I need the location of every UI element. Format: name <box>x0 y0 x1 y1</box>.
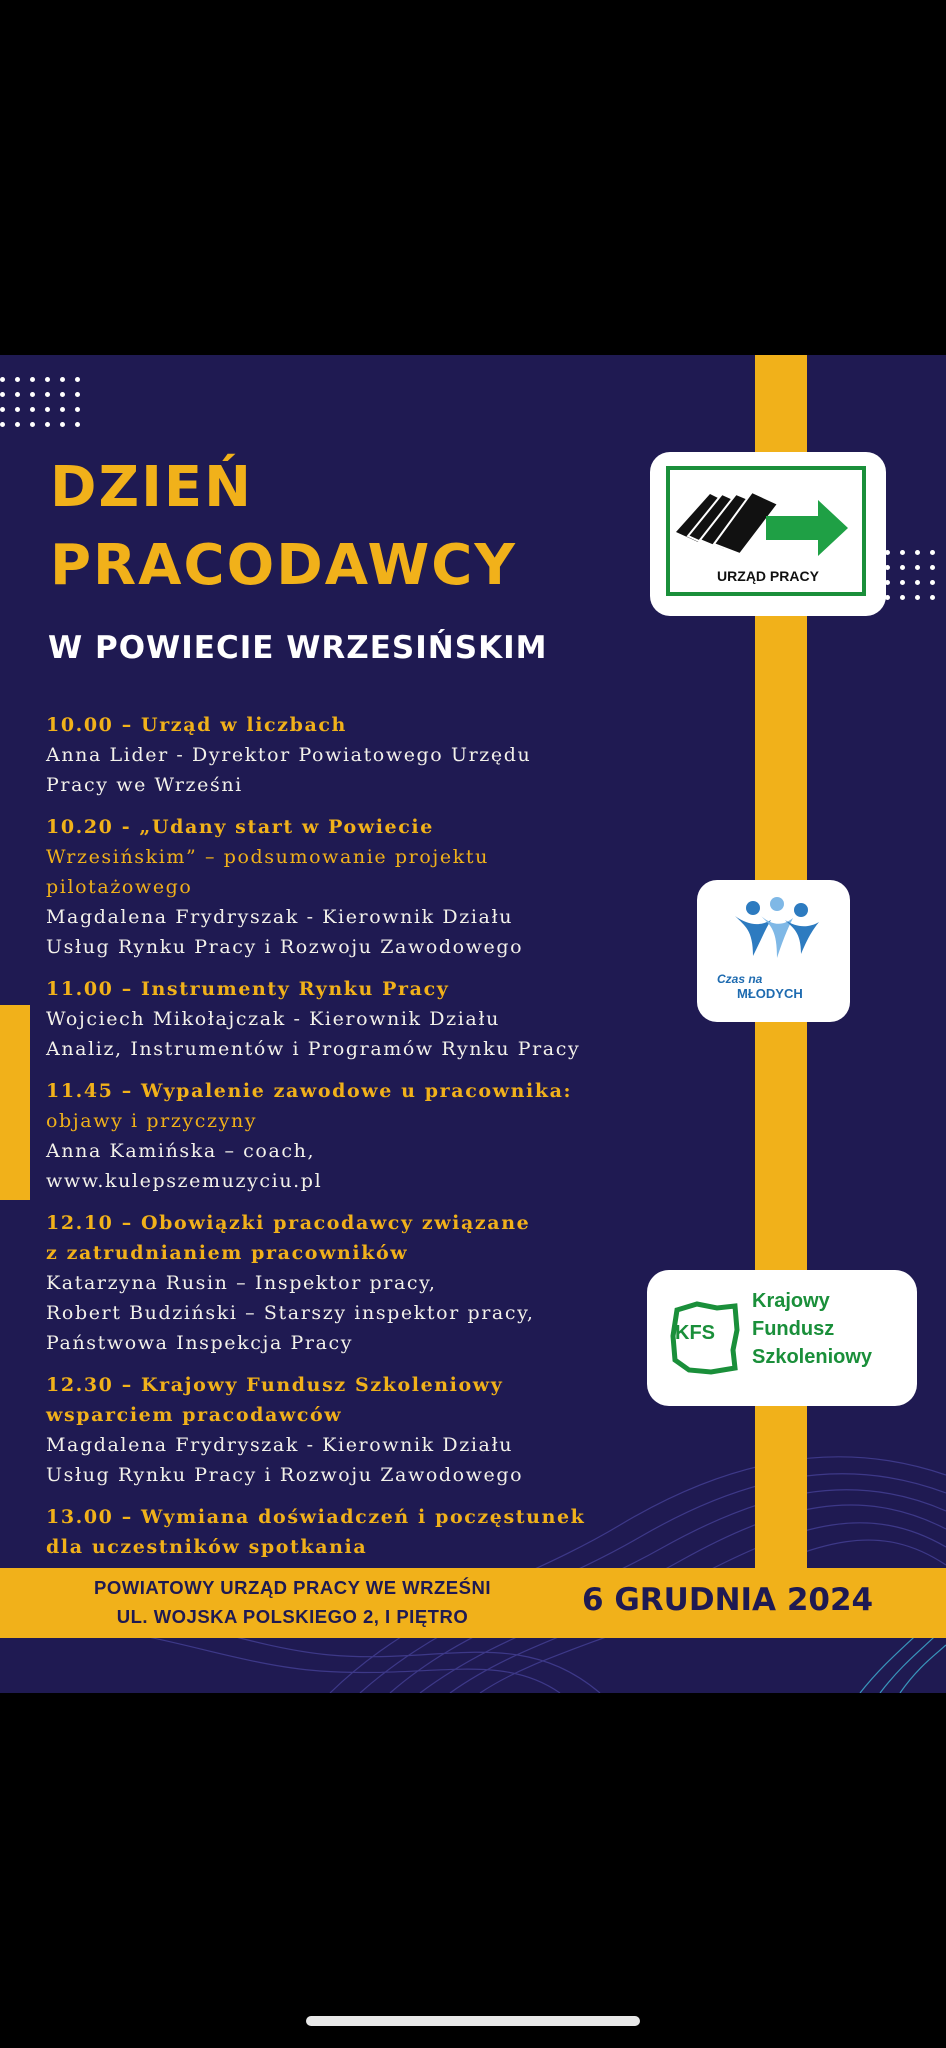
people-figures-icon <box>731 896 821 968</box>
agenda-item-line: Anna Lider - Dyrektor Powiatowego Urzędu <box>46 744 532 766</box>
agenda-item-line: Pracy we Wrześni <box>46 774 243 796</box>
kfs-name-line-2: Fundusz <box>752 1318 835 1340</box>
agenda-item-heading: 10.20 - „Udany start w Powiecie <box>46 816 434 838</box>
title-line-1: DZIEŃ <box>50 455 254 520</box>
kfs-logo <box>647 1270 917 1406</box>
urzad-pracy-icon <box>670 470 870 570</box>
agenda-item-line: Magdalena Frydryszak - Kierownik Działu <box>46 906 514 928</box>
agenda-item <box>46 812 766 962</box>
czas-na-mlodych-logo <box>697 880 850 1022</box>
agenda-list <box>46 710 766 1574</box>
agenda-item-line: wsparciem pracodawców <box>46 1404 343 1426</box>
title-line-2: PRACODAWCY <box>50 533 517 598</box>
agenda-item-line: Wrzesińskim” – podsumowanie projektu <box>46 846 489 868</box>
agenda-item-line: objawy i przyczyny <box>46 1110 258 1132</box>
agenda-item-line: Katarzyna Rusin – Inspektor pracy, <box>46 1272 437 1294</box>
address-line-1: POWIATOWY URZĄD PRACY WE WRZEŚNI <box>94 1577 491 1598</box>
home-indicator[interactable] <box>306 2016 640 2026</box>
agenda-item-heading: 11.00 – Instrumenty Rynku Pracy <box>46 978 450 1000</box>
agenda-item-line: Magdalena Frydryszak - Kierownik Działu <box>46 1434 514 1456</box>
agenda-item-heading: 11.45 – Wypalenie zawodowe u pracownika: <box>46 1080 573 1102</box>
event-poster <box>0 355 946 1693</box>
agenda-item-line: Wojciech Mikołajczak - Kierownik Działu <box>46 1008 500 1030</box>
czas-na-text: Czas na <box>717 972 763 986</box>
dot-grid-decoration <box>0 377 100 447</box>
dot-grid-decoration <box>885 550 946 610</box>
subtitle: W POWIECIE WRZESIŃSKIM <box>48 630 548 666</box>
agenda-item-heading: 12.30 – Krajowy Fundusz Szkoleniowy <box>46 1374 504 1396</box>
agenda-item-line: Analiz, Instrumentów i Programów Rynku Pracy <box>46 1038 581 1060</box>
agenda-item-heading: 10.00 – Urząd w liczbach <box>46 714 347 736</box>
agenda-item <box>46 974 766 1064</box>
event-date: 6 GRUDNIA 2024 <box>582 1582 874 1618</box>
urzad-pracy-logo <box>650 452 886 616</box>
agenda-item-heading: 13.00 – Wymiana doświadczeń i poczęstunek <box>46 1506 586 1528</box>
kfs-abbreviation: KFS <box>675 1322 715 1344</box>
agenda-item-line: Robert Budziński – Starszy inspektor pracy, <box>46 1302 535 1324</box>
agenda-item-heading: 12.10 – Obowiązki pracodawcy związane <box>46 1212 531 1234</box>
agenda-item-line: Anna Kamińska – coach, <box>46 1140 316 1162</box>
left-accent-bar <box>0 1005 30 1200</box>
urzad-pracy-label: URZĄD PRACY <box>717 568 819 584</box>
agenda-item <box>46 710 766 800</box>
agenda-item-line: pilotażowego <box>46 876 193 898</box>
kfs-name-line-3: Szkoleniowy <box>752 1346 873 1368</box>
agenda-item-line: Usług Rynku Pracy i Rozwoju Zawodowego <box>46 1464 524 1486</box>
agenda-item <box>46 1076 766 1196</box>
footer-bar <box>0 1568 946 1638</box>
agenda-item-line: www.kulepszemuzyciu.pl <box>46 1170 323 1192</box>
address-line-2: UL. WOJSKA POLSKIEGO 2, I PIĘTRO <box>116 1606 469 1627</box>
agenda-item-line: Usług Rynku Pracy i Rozwoju Zawodowego <box>46 936 524 958</box>
agenda-item-line: Państwowa Inspekcja Pracy <box>46 1332 354 1354</box>
agenda-item-line: z zatrudnianiem pracowników <box>46 1242 409 1264</box>
kfs-name-line-1: Krajowy <box>752 1290 830 1312</box>
agenda-item <box>46 1502 766 1562</box>
agenda-item-line: dla uczestników spotkania <box>46 1536 368 1558</box>
mlodych-text: MŁODYCH <box>737 986 803 1001</box>
